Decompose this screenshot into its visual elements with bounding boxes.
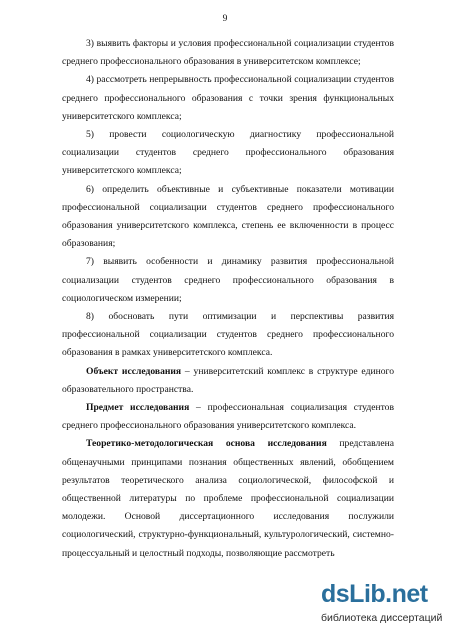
list-item-7: 7) выявить особенности и динамику развития профессиональной социализации студентов среднего профессионального образования в социологическом измерении; [62,256,394,304]
dslib-watermark[interactable] [309,578,450,630]
methodology-text: представлена общенаучными принципами познания общественных явлений, обобщением результатов теоретического анализа социологической, философской и общественной литературы по проблеме профессиональной социализации молодежи. Основой диссертационного исследования послужили социологический, структурно-функциональный, культурологический, системно-процессуальный и целостный подходы, позволяющие рассмотреть [62,438,394,559]
research-subject-term: Предмет исследования [86,402,190,414]
list-item-6: 6) определить объективные и субъективные показатели мотивации профессиональной социализации студентов среднего профессионального образования университетского комплекса, степень ее включенности в процесс образования; [62,183,394,250]
page-number: 9 [222,14,228,24]
research-object-paragraph [62,363,394,399]
research-object-text: – университетский комплекс в структуре единого образовательного пространства. [62,365,395,395]
research-subject-paragraph [62,399,394,435]
research-subject-text: – профессиональная социализация студентов среднего профессионального образования университетского комплекса. [62,402,394,432]
list-item-3: 3) выявить факторы и условия профессиональной социализации студентов среднего профессионального образования в университетском комплексе; [62,38,394,68]
research-object-term: Объект исследования [86,365,182,377]
list-item-8: 8) обосновать пути оптимизации и перспективы развития профессиональной социализации студентов среднего профессионального образования в рамках университетского комплекса. [62,311,394,359]
methodology-term: Теоретико-методологическая основа исследования [86,438,327,450]
dslib-subtitle: библиотека диссертаций [321,612,443,624]
list-item-4: 4) рассмотреть непрерывность профессиональной социализации студентов среднего профессионального образования с точки зрения функциональных университетского комплекса; [62,74,394,122]
dslib-logo: dsLib.net [321,580,428,608]
methodology-paragraph [62,435,394,562]
document-body [62,35,394,563]
list-item-5: 5) провести социологическую диагностику профессиональной социализации студентов среднего профессионального образования университетского комплекса; [62,129,394,177]
